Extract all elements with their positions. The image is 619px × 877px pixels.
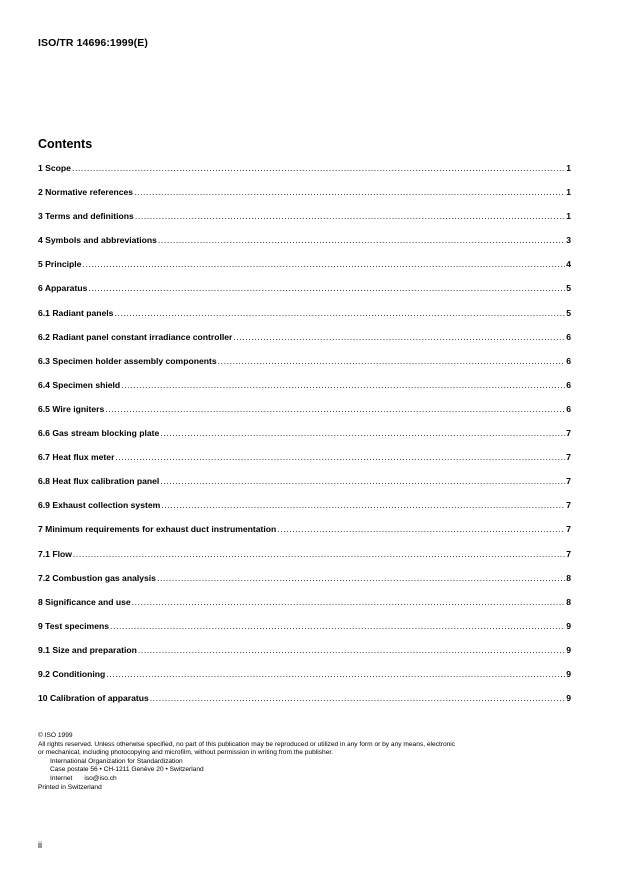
toc-entry-title: 2 Normative references (38, 187, 134, 198)
table-of-contents (38, 163, 571, 717)
toc-entry-title: 6.9 Exhaust collection system (38, 500, 161, 511)
contents-heading: Contents (38, 137, 93, 151)
toc-entry-7-exhaust-duct-instrumentation[interactable] (38, 524, 571, 548)
toc-leader-dots (110, 621, 565, 631)
document-identifier: ISO/TR 14696:1999(E) (38, 37, 148, 49)
toc-entry-title: 1 Scope (38, 163, 71, 173)
toc-leader-dots (82, 259, 565, 269)
toc-leader-dots (160, 476, 565, 486)
toc-entry-page: 3 (566, 235, 571, 246)
toc-leader-dots (277, 524, 565, 534)
toc-entry-title: 7 Minimum requirements for exhaust duct instrumentation (38, 524, 277, 535)
copyright-notice: © ISO 1999 (38, 732, 73, 739)
organization-name: International Organization for Standardization (50, 757, 183, 765)
toc-entry-6-9-exhaust-collection-system[interactable] (38, 500, 571, 524)
toc-entry-title: 10 Calibration of apparatus (38, 693, 149, 704)
toc-leader-dots (160, 428, 565, 438)
toc-entry-10-calibration-of-apparatus[interactable] (38, 693, 571, 717)
toc-entry-page: 1 (566, 163, 571, 173)
toc-leader-dots (88, 283, 565, 293)
toc-entry-7-2-combustion-gas-analysis[interactable] (38, 573, 571, 597)
toc-entry-title: 6.5 Wire igniters (38, 403, 105, 414)
toc-entry-title: 6 Apparatus (38, 283, 88, 294)
toc-leader-dots (114, 308, 565, 318)
toc-entry-title: 9.2 Conditioning (38, 668, 106, 679)
toc-entry-page: 9 (566, 644, 571, 655)
toc-leader-dots (135, 211, 565, 221)
toc-entry-page: 9 (566, 620, 571, 631)
toc-entry-1-scope[interactable] (38, 163, 571, 187)
toc-entry-title: 6.6 Gas stream blocking plate (38, 428, 160, 439)
rights-statement-line-2: or mechanical, including photocopying and microfilm, without permission in writing from the publisher. (38, 749, 334, 757)
toc-entry-title: 7.2 Combustion gas analysis (38, 572, 156, 583)
toc-entry-page: 7 (566, 548, 571, 559)
toc-entry-title: 9.1 Size and preparation (38, 644, 137, 655)
printed-location: Printed in Switzerland (38, 783, 102, 791)
toc-entry-page: 7 (566, 452, 571, 463)
toc-entry-6-7-heat-flux-meter[interactable] (38, 452, 571, 476)
copyright-block (38, 732, 578, 792)
toc-entry-page: 1 (566, 211, 571, 222)
toc-entry-title: 8 Significance and use (38, 596, 131, 607)
toc-leader-dots (158, 235, 565, 245)
internet-label: Internet (50, 774, 73, 782)
toc-leader-dots (132, 597, 566, 607)
toc-entry-title: 9 Test specimens (38, 620, 110, 631)
toc-leader-dots (105, 404, 565, 414)
toc-entry-9-test-specimens[interactable] (38, 621, 571, 645)
toc-entry-page: 7 (566, 428, 571, 439)
toc-entry-6-apparatus[interactable] (38, 283, 571, 307)
toc-entry-title: 5 Principle (38, 259, 82, 270)
toc-entry-title: 6.4 Specimen shield (38, 379, 121, 390)
toc-entry-title: 7.1 Flow (38, 548, 72, 559)
toc-entry-6-2-irradiance-controller[interactable] (38, 332, 571, 356)
toc-entry-page: 5 (566, 307, 571, 318)
toc-leader-dots (73, 549, 565, 559)
toc-leader-dots (161, 500, 565, 510)
toc-entry-page: 7 (566, 500, 571, 511)
internet-contact (38, 775, 578, 784)
toc-entry-5-principle[interactable] (38, 259, 571, 283)
toc-entry-4-symbols-and-abbreviations[interactable] (38, 235, 571, 259)
toc-entry-page: 6 (566, 403, 571, 414)
toc-entry-page: 6 (566, 379, 571, 390)
toc-leader-dots (218, 356, 566, 366)
toc-entry-page: 4 (566, 259, 571, 270)
toc-entry-9-1-size-and-preparation[interactable] (38, 645, 571, 669)
toc-leader-dots (72, 163, 565, 173)
toc-leader-dots (134, 187, 565, 197)
toc-leader-dots (157, 573, 565, 583)
toc-entry-6-5-wire-igniters[interactable] (38, 404, 571, 428)
toc-leader-dots (121, 380, 565, 390)
toc-entry-page: 5 (566, 283, 571, 294)
toc-leader-dots (150, 693, 565, 703)
toc-entry-page: 8 (566, 596, 571, 607)
organization-address: Case postale 56 • CH-1211 Genève 20 • Switzerland (50, 766, 204, 774)
toc-entry-9-2-conditioning[interactable] (38, 669, 571, 693)
page-number: ii (38, 840, 42, 850)
toc-entry-6-8-heat-flux-calibration-panel[interactable] (38, 476, 571, 500)
toc-entry-3-terms-and-definitions[interactable] (38, 211, 571, 235)
toc-entry-8-significance-and-use[interactable] (38, 597, 571, 621)
toc-entry-6-4-specimen-shield[interactable] (38, 380, 571, 404)
toc-entry-page: 6 (566, 331, 571, 342)
toc-entry-page: 8 (566, 572, 571, 583)
toc-leader-dots (115, 452, 565, 462)
toc-leader-dots (106, 669, 565, 679)
toc-entry-page: 9 (566, 693, 571, 704)
toc-entry-title: 3 Terms and definitions (38, 211, 134, 222)
toc-entry-title: 6.3 Specimen holder assembly components (38, 355, 217, 366)
toc-entry-7-1-flow[interactable] (38, 549, 571, 573)
toc-entry-title: 4 Symbols and abbreviations (38, 235, 157, 246)
toc-entry-2-normative-references[interactable] (38, 187, 571, 211)
toc-entry-page: 9 (566, 668, 571, 679)
toc-entry-6-1-radiant-panels[interactable] (38, 308, 571, 332)
toc-entry-6-6-gas-stream-blocking-plate[interactable] (38, 428, 571, 452)
toc-entry-6-3-specimen-holder[interactable] (38, 356, 571, 380)
internet-email: iso@iso.ch (84, 774, 117, 782)
rights-statement-line-1: All rights reserved. Unless otherwise specified, no part of this publication may be reproduced or utilized in any form or by any means, electronic (38, 740, 456, 748)
toc-entry-title: 6.2 Radiant panel constant irradiance controller (38, 331, 233, 342)
toc-entry-title: 6.1 Radiant panels (38, 307, 114, 318)
toc-entry-page: 6 (566, 355, 571, 366)
toc-leader-dots (138, 645, 565, 655)
toc-entry-page: 7 (566, 476, 571, 487)
toc-entry-page: 1 (566, 187, 571, 198)
toc-entry-page: 7 (566, 524, 571, 535)
toc-entry-title: 6.7 Heat flux meter (38, 452, 115, 463)
toc-entry-title: 6.8 Heat flux calibration panel (38, 476, 160, 487)
toc-leader-dots (233, 332, 565, 342)
